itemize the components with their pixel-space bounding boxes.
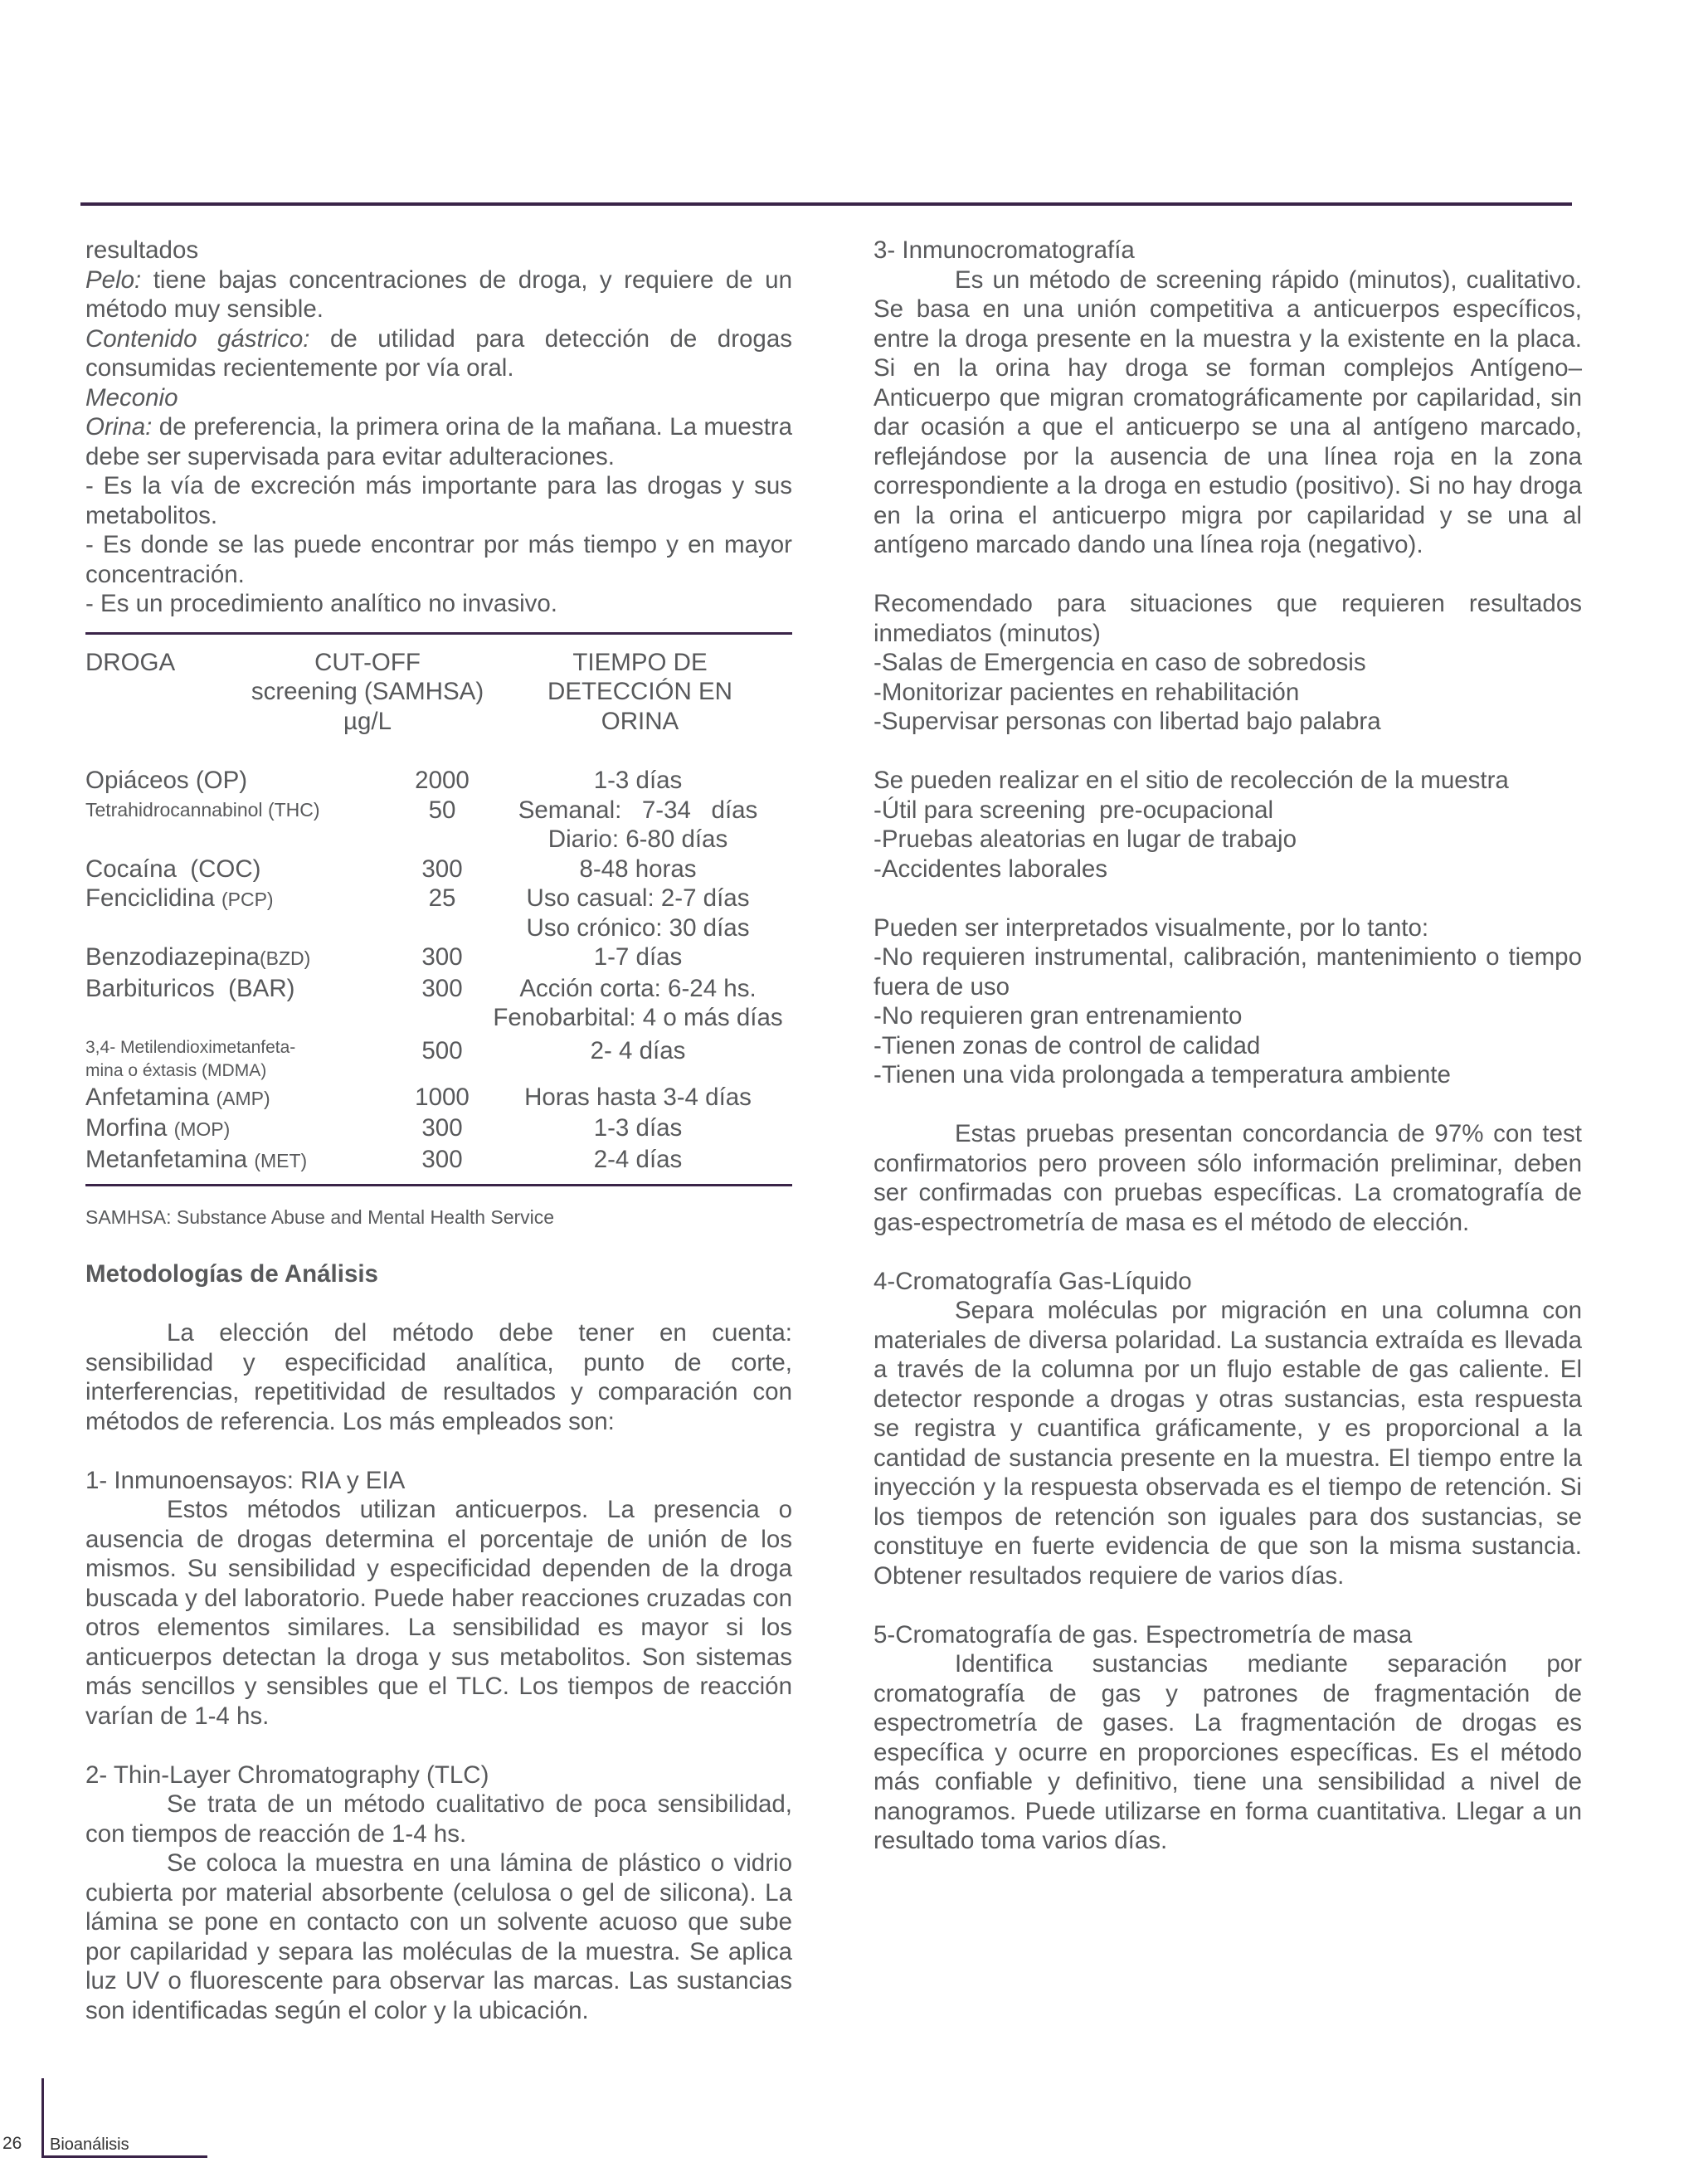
table-footnote: SAMHSA: Substance Abuse and Mental Health Service — [85, 1206, 555, 1228]
drug-abbr: (AMP) — [216, 1087, 270, 1109]
right-column — [873, 236, 1582, 1856]
tlc-text-1: Se trata de un método cualitativo de poca sensibilidad, con tiempos de reacción de 1-4 hs. — [85, 1790, 792, 1848]
header-tiempo-line-3: ORINA — [601, 707, 679, 735]
drug-abbr: (PCP) — [221, 889, 274, 910]
drug-name-line-1: 3,4- Metilendioximetanfeta- — [85, 1037, 296, 1057]
table-row — [85, 1145, 792, 1176]
orina-bullet-2: - Es donde se las puede encontrar por más tiempo y en mayor concentración. — [85, 531, 792, 588]
drug-cutoff: 500 — [421, 1036, 463, 1064]
drug-time-line: 2-4 días — [593, 1145, 683, 1173]
header-droga: DROGA — [85, 648, 176, 676]
orina-text: de preferencia, la primera orina de la mañana. La muestra debe ser supervisada para evitar adulteraciones. — [85, 413, 792, 470]
drug-abbr: (MET) — [254, 1149, 308, 1171]
drug-abbr: (BZD) — [259, 947, 311, 969]
spacer — [873, 737, 1582, 767]
table-row — [85, 974, 792, 1033]
gastrico-label: Contenido gástrico: — [85, 324, 310, 353]
drug-name-line-2: mina o éxtasis (MDMA) — [85, 1060, 267, 1080]
left-column — [85, 236, 792, 2025]
sitio-title: Se pueden realizar en el sitio de recolección de la muestra — [873, 767, 1509, 794]
drug-name — [85, 942, 401, 974]
spacer — [873, 1237, 1582, 1267]
spacer — [85, 1731, 792, 1761]
page-number: 26 — [2, 2134, 22, 2153]
drug-name: Cocaína (COC) — [85, 855, 261, 883]
drug-time-line: Uso crónico: 30 días — [526, 913, 750, 942]
gastrico-paragraph — [85, 324, 792, 383]
table-row — [85, 884, 792, 942]
drug-name: Barbituricos (BAR) — [85, 974, 295, 1002]
inmunocromatografia-title: 3- Inmunocromatografía — [873, 236, 1135, 264]
drug-time — [484, 766, 792, 796]
spacer — [873, 884, 1582, 913]
interp-item: -No requieren instrumental, calibración, mantenimiento o tiempo fuera de uso — [873, 943, 1582, 1001]
drug-time-line: Acción corta: 6-24 hs. — [519, 974, 757, 1002]
drug-cutoff: 300 — [421, 855, 463, 883]
table-row — [85, 796, 792, 855]
pelo-text: tiene bajas concentraciones de droga, y requiere de un método muy sensible. — [85, 265, 792, 323]
drug-time — [484, 974, 792, 1033]
drug-time — [484, 1083, 792, 1113]
inmunoensayos-title: 1- Inmunoensayos: RIA y EIA — [85, 1466, 406, 1494]
drug-time-line: 1-7 días — [593, 943, 683, 971]
drug-name — [85, 1113, 401, 1145]
drug-name-text: Anfetamina — [85, 1083, 210, 1111]
drug-time — [484, 942, 792, 972]
tlc-text-2: Se coloca la muestra en una lámina de plástico o vidrio cubierta por material absorbente (celulosa o gel de silicona). La lámina se pone en contacto con un solvente acuoso que sube por capilaridad y separa las moléculas de la muestra. Se aplica luz UV o fluorescente para observar las marcas. Las sustancias son identificadas según el color y la ubicación. — [85, 1849, 792, 2024]
drug-time-line: 1-3 días — [593, 767, 683, 794]
table-row — [85, 855, 792, 884]
drug-abbr: (MOP) — [173, 1118, 231, 1140]
drug-cutoff: 25 — [428, 884, 456, 912]
gastrico-text: de utilidad para detección de drogas consumidas recientemente por vía oral. — [85, 324, 792, 382]
inmunocromatografia-text: Es un método de screening rápido (minutos), cualitativo. Se basa en una unión competitiva a anticuerpos específicos, entre la droga presente en la muestra y la existente en la placa. Si en la orina hay droga se forman complejos Antígeno–Anticuerpo que migran cromatográficamente por capilaridad, sin dar ocasión a que el anticuerpo se una al antígeno marcado, reflejándose por la ausencia de una línea roja en la zona correspondiente a la droga en estudio (positivo). Si no hay droga en la orina el anticuerpo migra por capilaridad y se una al antígeno marcado dando una línea roja (negativo). — [873, 265, 1582, 558]
tlc-title: 2- Thin-Layer Chromatography (TLC) — [85, 1761, 489, 1789]
drug-name-text: Benzodiazepina — [85, 943, 260, 971]
meconio-label: Meconio — [85, 383, 178, 412]
header-tiempo — [488, 648, 792, 737]
gas-liquido-title: 4-Cromatografía Gas-Líquido — [873, 1267, 1192, 1295]
spacer — [873, 1590, 1582, 1620]
drug-cutoff: 2000 — [415, 767, 470, 794]
sitio-item: -Accidentes laborales — [873, 855, 1108, 883]
inmunoensayos-text: Estos métodos utilizan anticuerpos. La presencia o ausencia de drogas determina el porcentaje de unión de los mismos. Su sensibilidad y especificidad dependen de la droga buscada y del laboratorio. Puede haber reacciones cruzadas con otros elementos similares. La sensibilidad es mayor si los anticuerpos detectan la droga y sus metabolitos. Son sistemas más sencillos y sensibles que el TLC. Los tiempos de reacción varían de 1-4 hs. — [85, 1496, 792, 1730]
drug-time-line: 2- 4 días — [590, 1036, 686, 1064]
drug-name-text: Fenciclidina — [85, 884, 221, 912]
interp-item: -No requieren gran entrenamiento — [873, 1002, 1243, 1030]
spacer — [85, 1289, 792, 1319]
top-rule — [80, 202, 1572, 206]
drug-time-line: Uso casual: 2-7 días — [526, 884, 750, 912]
drug-name-text: Tetrahidrocannabinol — [85, 798, 263, 821]
table-row — [85, 766, 792, 796]
drug-time-line: 8-48 horas — [579, 855, 697, 883]
recomendado-item: -Salas de Emergencia en caso de sobredosis — [873, 649, 1366, 676]
sitio-item: -Útil para screening pre-ocupacional — [873, 796, 1274, 824]
drug-time-line: Horas hasta 3-4 días — [524, 1083, 752, 1111]
table-row — [85, 1083, 792, 1114]
drug-time — [484, 1113, 792, 1143]
table-row — [85, 1036, 792, 1083]
header-tiempo-line-1: TIEMPO DE — [572, 648, 708, 676]
footer-vertical-rule — [41, 2078, 44, 2158]
pelo-label: Pelo: — [85, 265, 142, 294]
recomendado-title: Recomendado para situaciones que requieren resultados inmediatos (minutos) — [873, 590, 1582, 647]
drug-cutoff: 300 — [421, 974, 463, 1002]
drug-name — [85, 884, 401, 915]
drug-time-line: 1-3 días — [593, 1114, 683, 1142]
drug-name: Opiáceos (OP) — [85, 767, 248, 794]
espectrometria-title: 5-Cromatografía de gas. Espectrometría de masa — [873, 1620, 1413, 1649]
drug-cutoff: 1000 — [415, 1083, 470, 1111]
table-header — [85, 648, 792, 737]
recomendado-item: -Monitorizar pacientes en rehabilitación — [873, 678, 1300, 706]
spacer — [873, 560, 1582, 590]
drug-name — [85, 796, 401, 826]
header-cutoff-line-2: screening (SAMHSA) — [251, 678, 484, 705]
spacer — [85, 1436, 792, 1466]
table-row — [85, 1113, 792, 1145]
table-row — [85, 942, 792, 974]
header-cutoff-line-3: µg/L — [343, 707, 392, 735]
sitio-item: -Pruebas aleatorias en lugar de trabajo — [873, 826, 1297, 853]
header-tiempo-line-2: DETECCIÓN EN — [547, 678, 732, 705]
table-body — [85, 766, 792, 1176]
drug-cutoff: 300 — [421, 1114, 463, 1142]
meconio-line — [85, 383, 792, 413]
gas-liquido-text: Separa moléculas por migración en una columna con materiales de diversa polaridad. La sustancia extraída es llevada a través de la columna por un flujo estable de gas caliente. El detector responde a drogas y otras sustancias, esta respuesta se registra y cuantifica gráficamente, y es proporcional a la cantidad de sustancia presente en la muestra. El tiempo entre la inyección y la respuesta observada es el tiempo de retención. Si los tiempos de retención son iguales para dos sustancias, se constituye en fuerte evidencia de que son la misma sustancia. Obtener resultados requiere de varios días. — [873, 1297, 1582, 1590]
drug-name — [85, 1083, 401, 1114]
header-cutoff — [247, 648, 488, 737]
drug-time-line: Semanal: 7-34 días — [518, 796, 758, 824]
orina-paragraph — [85, 412, 792, 471]
drug-time-line: Fenobarbital: 4 o más días — [493, 1004, 783, 1031]
orina-bullet-1: - Es la vía de excreción más importante para las drogas y sus metabolitos. — [85, 472, 792, 529]
drug-cutoff: 300 — [421, 1145, 463, 1173]
spacer — [873, 1090, 1582, 1120]
drug-name — [85, 1036, 401, 1083]
intro-resultados: resultados — [85, 236, 199, 264]
pelo-paragraph — [85, 265, 792, 324]
eleccion-paragraph: La elección del método debe tener en cuenta: sensibilidad y especificidad analítica, punto de corte, interferencias, repetitividad de resultados y comparación con métodos de referencia. Los más empleados son: — [85, 1319, 792, 1435]
drug-time — [484, 1036, 792, 1066]
interp-item: -Tienen una vida prolongada a temperatura ambiente — [873, 1061, 1451, 1088]
header-cutoff-line-1: CUT-OFF — [314, 648, 421, 676]
orina-bullet-3: - Es un procedimiento analítico no invasivo. — [85, 590, 557, 617]
drug-time — [484, 1145, 792, 1175]
interp-title: Pueden ser interpretados visualmente, por lo tanto: — [873, 913, 1429, 942]
concordancia-paragraph: Estas pruebas presentan concordancia de 97% con test confirmatorios pero proveen sólo información preliminar, deben ser confirmadas con pruebas específicas. La cromatografía de gas-espectrometría de masa es el método de elección. — [873, 1120, 1582, 1236]
recomendado-item: -Supervisar personas con libertad bajo palabra — [873, 708, 1381, 735]
espectrometria-text: Identifica sustancias mediante separación por cromatografía de gas y patrones de fragmentación de espectrometría de gases. La fragmentación de drogas es específica y ocurre en proporciones específicas. Es el método más confiable y definitivo, tiene una sensibilidad a nivel de nanogramos. Puede utilizarse en forma cuantitativa. Llegar a un resultado toma varios días. — [873, 1650, 1582, 1854]
drug-name — [85, 1145, 401, 1176]
footer-horizontal-rule — [41, 2155, 207, 2158]
drug-name-text: Metanfetamina — [85, 1145, 248, 1173]
drug-cutoff: 50 — [428, 796, 456, 824]
drug-time-line: Diario: 6-80 días — [547, 826, 728, 853]
magazine-name: Bioanálisis — [50, 2136, 129, 2154]
drug-table — [85, 632, 792, 1187]
drug-time — [484, 796, 792, 855]
drug-cutoff: 300 — [421, 943, 463, 971]
interp-item: -Tienen zonas de control de calidad — [873, 1031, 1261, 1059]
drug-name-text: Morfina — [85, 1114, 168, 1142]
drug-time — [484, 855, 792, 884]
drug-time — [484, 884, 792, 942]
orina-label: Orina: — [85, 413, 153, 441]
drug-abbr: (THC) — [267, 798, 320, 821]
section-heading: Metodologías de Análisis — [85, 1260, 378, 1288]
